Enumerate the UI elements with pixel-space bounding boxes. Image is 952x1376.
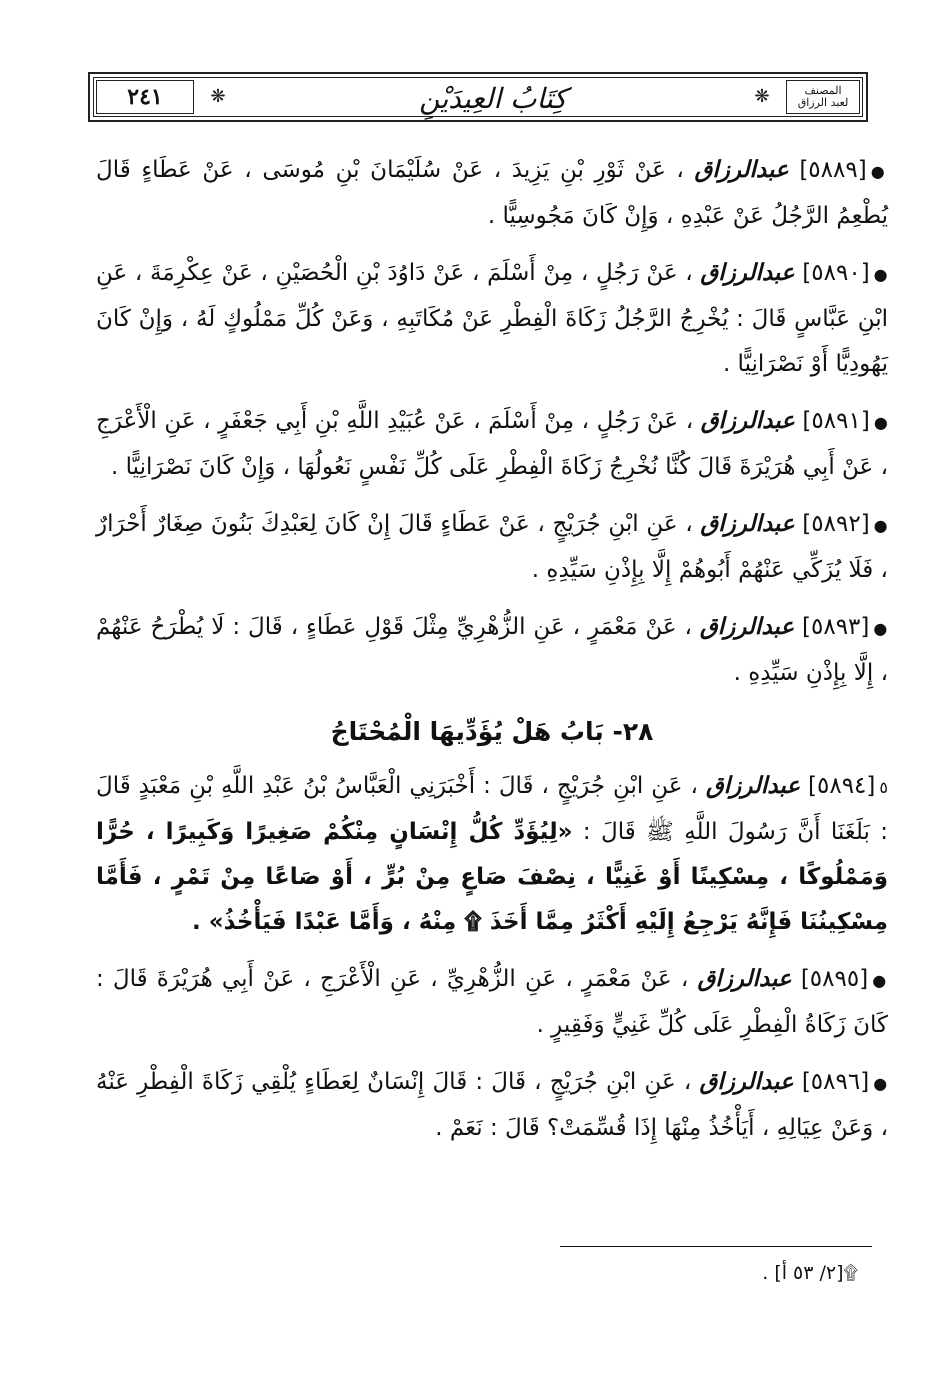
entry-text: ، عَنِ ابْنِ جُرَيْجٍ ، قَالَ : قَالَ إِنْسَانٌ لِعَطَاءٍ يُلْقِي زَكَاةَ الْفِطْرِ عَنْهُ ، وَعَنْ عِيَالِهِ ، أَيَأْخُذُ مِنْهَا إِذَا قُسِّمَتْ؟ قَالَ : نَعَمْ .	[96, 1069, 888, 1141]
page-number: ٢٤١	[96, 80, 194, 114]
entry-marker: ●	[872, 971, 889, 990]
hadith-entry	[96, 399, 888, 490]
entry-text: ، عَنْ رَجُلٍ ، مِنْ أَسْلَمَ ، عَنْ دَاوُدَ بْنِ الْحُصَيْنِ ، عَنْ عِكْرِمَةَ ، عَنِ ابْنِ عَبَّاسٍ قَالَ : يُخْرِجُ الرَّجُلُ زَكَاةَ الْفِطْرِ عَنْ مُكَاتَبِهِ ، وَعَنْ كُلِّ مَمْلُوكٍ لَهُ ، وَإِنْ كَانَ يَهُودِيًّا أَوْ نَصْرَانِيًّا .	[96, 260, 888, 377]
logo-line-2: لعبد الرزاق	[797, 96, 849, 109]
entry-number: [٥٨٨٩]	[799, 157, 867, 183]
entry-number: [٥٨٩٥]	[800, 966, 869, 992]
entry-author: عبدالرزاق	[700, 408, 795, 434]
hadith-entry	[96, 1060, 888, 1151]
book-logo	[786, 80, 860, 114]
hadith-entry	[96, 148, 888, 239]
book-title: كِتَابُ العِيدَيْنِ	[419, 81, 567, 115]
entry-author: عبدالرزاق	[705, 773, 801, 799]
entry-marker: ٥	[879, 778, 888, 797]
entry-number: [٥٨٩٠]	[802, 260, 870, 286]
entry-author: عبدالرزاق	[699, 1069, 794, 1095]
prophetic-text: «لِيُؤَدِّ كُلُّ إِنْسَانٍ مِنْكُمْ صَغِيرًا وَكَبِيرًا ، حُرًّا وَمَمْلُوكًا ، مِسْكِينًا أَوْ غَنِيًّا ، نِصْفَ صَاعٍ مِنْ بُرٍّ ، أَوْ صَاعًا مِنْ تَمْرٍ ، فَأَمَّا مِسْكِينُنَا فَإِنَّهُ يَرْجِعُ إِلَيْهِ أَكْثَرُ مِمَّا أَخَذَ ۩ مِنْهُ ، وَأَمَّا عَبْدًا فَيَأْخُذُ» .	[96, 819, 888, 935]
hadith-entry	[96, 605, 888, 696]
entry-text: ، عَنْ مَعْمَرٍ ، عَنِ الزُّهْرِيِّ مِثْلَ قَوْلِ عَطَاءٍ ، قَالَ : لَا يُطْرَحُ عَنْهُمْ ، إِلَّا بِإِذْنِ سَيِّدِهِ .	[96, 614, 888, 686]
entry-marker: ●	[873, 516, 889, 535]
footnote-divider	[560, 1246, 872, 1247]
entry-text: ، عَنِ ابْنِ جُرَيْجٍ ، قَالَ : أَخْبَرَنِي الْعَبَّاسُ بْنُ عَبْدِ اللَّهِ بْنِ مَعْبَدٍ قَالَ : بَلَغَنَا أَنَّ رَسُولَ اللَّهِ ﷺ قَالَ :	[96, 773, 889, 845]
footnote: ۩[٢/ ٥٣ أ] .	[762, 1262, 858, 1284]
entry-marker: ●	[870, 162, 888, 181]
entry-number: [٥٨٩٦]	[801, 1069, 870, 1095]
entry-text: ، عَنْ رَجُلٍ ، مِنْ أَسْلَمَ ، عَنْ عُبَيْدِ اللَّهِ بْنِ أَبِي جَعْفَرٍ ، عَنِ الْأَعْرَجِ ، عَنْ أَبِي هُرَيْرَةَ قَالَ كُنَّا نُخْرِجُ زَكَاةَ الْفِطْرِ عَلَى كُلِّ نَفْسٍ نَعُولُهَا ، وَإِنْ كَانَ نَصْرَانِيًّا .	[96, 408, 888, 480]
entry-marker: ●	[873, 1074, 889, 1093]
hadith-entry	[96, 251, 888, 387]
ornament-icon: ❋	[754, 86, 770, 107]
entry-text: ، عَنْ مَعْمَرٍ ، عَنِ الزُّهْرِيِّ ، عَنِ الْأَعْرَجِ ، عَنْ أَبِي هُرَيْرَةَ قَالَ : كَانَ زَكَاةُ الْفِطْرِ عَلَى كُلِّ غَنِيٍّ وَفَقِيرٍ .	[96, 966, 888, 1038]
entry-author: عبدالرزاق	[700, 511, 795, 537]
entry-text: ، عَنِ ابْنِ جُرَيْجٍ ، عَنْ عَطَاءٍ قَالَ إِنْ كَانَ لِعَبْدِكَ بَنُونَ صِغَارٌ أَحْرَارٌ ، فَلَا يُزَكِّي عَنْهُمْ أَبُوهُمْ إِلَّا بِإِذْنِ سَيِّدِهِ .	[96, 511, 888, 583]
entry-number: [٥٨٩١]	[802, 408, 870, 434]
entry-number: [٥٨٩٢]	[802, 511, 870, 537]
entry-number: [٥٨٩٤]	[808, 773, 876, 799]
entry-text: ، عَنْ ثَوْرِ بْنِ يَزِيدَ ، عَنْ سُلَيْمَانَ بْنِ مُوسَى ، عَنْ عَطَاءٍ قَالَ يُطْعِمُ الرَّجُلُ عَنْ عَبْدِهِ ، وَإِنْ كَانَ مَجُوسِيًّا .	[96, 157, 888, 229]
hadith-entry	[96, 764, 888, 945]
entry-marker: ●	[873, 265, 889, 284]
entry-author: عبدالرزاق	[694, 157, 789, 183]
hadith-entry	[96, 502, 888, 593]
entry-author: عبدالرزاق	[699, 614, 795, 640]
chapter-title: ٢٨- بَابُ هَلْ يُؤَدِّيهَا الْمُحْتَاجُ	[330, 717, 654, 746]
page-content	[96, 148, 888, 1163]
ornament-icon: ❋	[210, 86, 226, 107]
entry-author: عبدالرزاق	[697, 966, 792, 992]
logo-line-1: المصنف	[804, 84, 842, 97]
entry-author: عبدالرزاق	[700, 260, 795, 286]
entry-marker: ●	[873, 413, 889, 432]
hadith-entry	[96, 957, 888, 1048]
page-header	[88, 72, 868, 122]
entry-marker: ●	[873, 619, 889, 638]
entry-number: [٥٨٩٣]	[802, 614, 870, 640]
